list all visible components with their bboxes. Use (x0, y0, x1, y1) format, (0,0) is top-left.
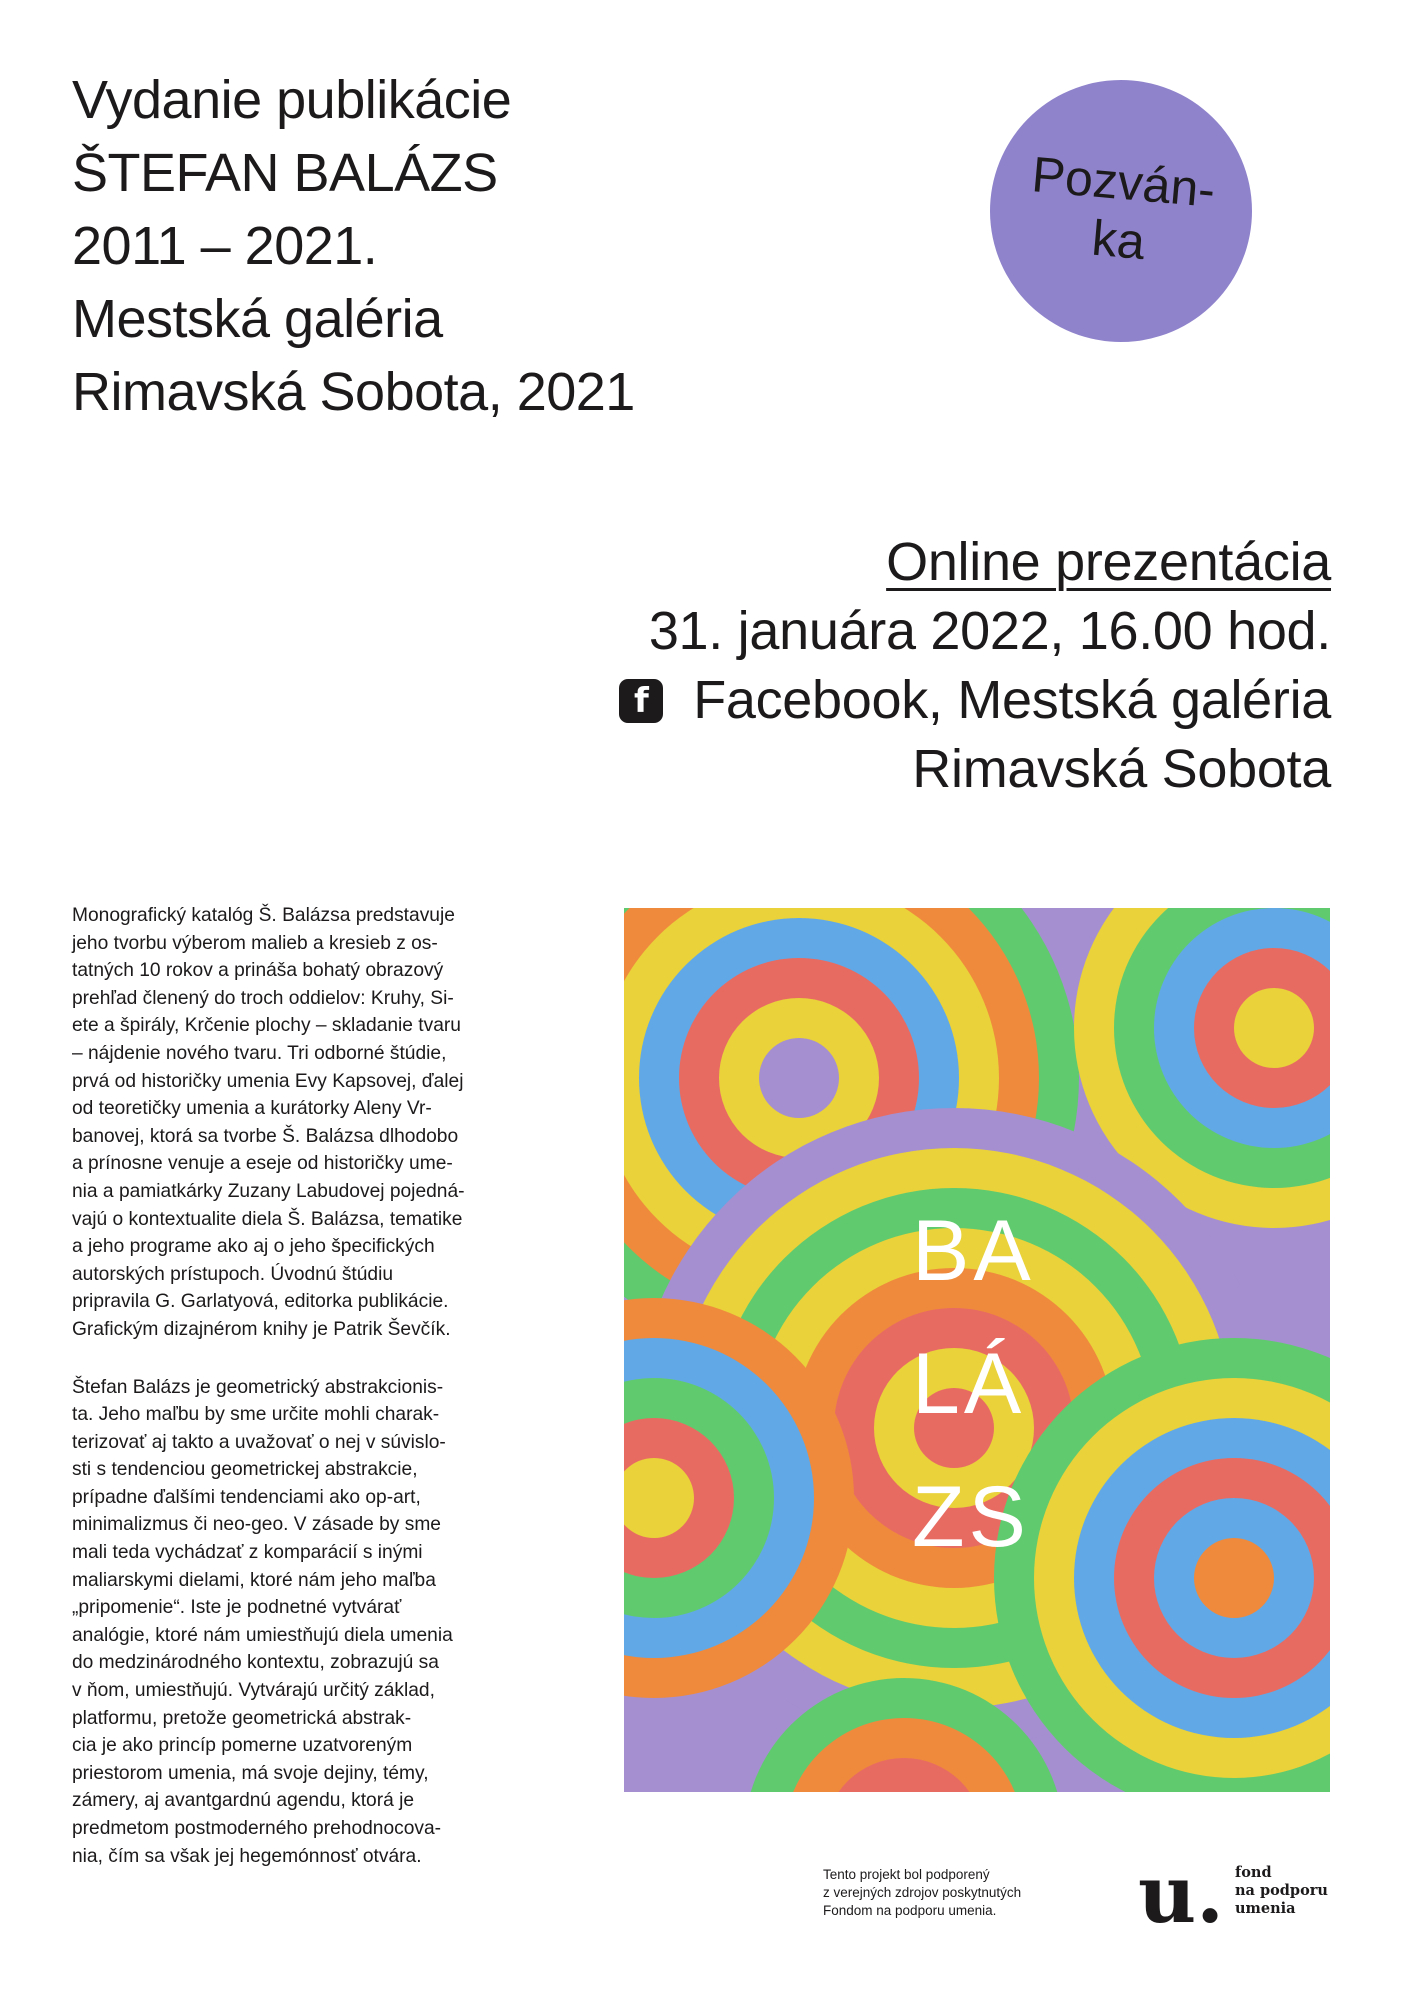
event-location-line (431, 666, 1331, 735)
support-note (823, 1866, 1093, 1920)
fund-logo-mark: u. (1138, 1847, 1225, 1941)
event-location-1: Facebook, Mestská galéria (693, 670, 1331, 730)
support-line-3: Fondom na podporu umenia. (823, 1903, 997, 1918)
title-line-2: ŠTEFAN BALÁZS (72, 143, 498, 203)
description-column (72, 902, 552, 1900)
support-line-2: z verejných zdrojov poskytnutých (823, 1885, 1022, 1900)
event-datetime: 31. januára 2022, 16.00 hod. (648, 601, 1331, 661)
event-info (431, 528, 1331, 804)
cover-title-line-2: LÁ (912, 1336, 1026, 1432)
support-line-1: Tento projekt bol podporený (823, 1867, 990, 1882)
publication-title (72, 64, 832, 429)
title-line-3: 2011 – 2021. (72, 216, 378, 276)
cover-title-line-1: BA (912, 1203, 1035, 1299)
fund-name (1235, 1864, 1328, 1918)
cover-title-line-3: ZS (912, 1469, 1030, 1565)
badge-line-2: ka (1089, 209, 1148, 271)
badge-line-1: Pozván- (1029, 146, 1218, 218)
fund-name-line-1: fond (1235, 1864, 1272, 1881)
fund-name-line-2: na podporu (1235, 1882, 1328, 1899)
description-paragraph-2: Štefan Balázs je geometrický abstrakcionis- ta. Jeho maľbu by sme určite mohli charak- terizovať aj takto a uvažovať o nej v súvislo- sti s tendenciou geometrickej abstrakcie, prípadne ďalšími tendenciami ako op-art, minimalizmus či neo-geo. V zásade by sme mali teda vychádzať z komparácií s inými maliarskymi dielami, ktoré nám jeho maľba „pripomenie“. Iste je podnetné vytvárať analógie, ktoré nám umiestňujú diela umenia do medzinárodného kontextu, zobrazujú sa v ňom, umiestňujú. Vytvárajú určitý základ, platformu, pretože geometrická abstrak- cia je ako princíp pomerne uzatvoreným priestorom umenia, má svoje dejiny, témy, zámery, aj avantgardnú agendu, ktorá je predmetom postmoderného prehodnocova- nia, čím sa však jej hegemónnosť otvára. (72, 1376, 453, 1867)
invitation-badge (979, 69, 1263, 353)
facebook-icon[interactable]: f (619, 679, 663, 723)
title-line-1: Vydanie publikácie (72, 70, 512, 130)
book-cover-image (624, 908, 1330, 1792)
description-paragraph-1: Monografický katalóg Š. Balázsa predstavuje jeho tvorbu výberom malieb a kresieb z os- tatných 10 rokov a prináša bohatý obrazový prehľad členený do troch oddielov: Kruhy, Si- ete a špirály, Krčenie plochy – skladanie tvaru – nájdenie nového tvaru. Tri odborné štúdie, prvá od historičky umenia Evy Kapsovej, ďalej od teoretičky umenia a kurátorky Aleny Vr- banovej, ktorá sa tvorbe Š. Balázsa dlhodobo a prínosne venuje a eseje od historičky ume- nia a pamiatkárky Zuzany Labudovej pojedná- vajú o kontextualite diela Š. Balázsa, tematike a jeho programe ako aj o jeho špecifických autorských prístupoch. Úvodnú štúdiu pripravila G. Garlatyová, editorka publikácie. Grafickým dizajnérom knihy je Patrik Ševčík. (72, 905, 465, 1340)
event-location-2: Rimavská Sobota (912, 739, 1331, 799)
title-line-4: Mestská galéria (72, 289, 443, 349)
event-heading: Online prezentácia (886, 532, 1331, 592)
fund-name-line-3: umenia (1235, 1900, 1296, 1917)
cover-title (624, 908, 1330, 1792)
title-line-5: Rimavská Sobota, 2021 (72, 362, 635, 422)
